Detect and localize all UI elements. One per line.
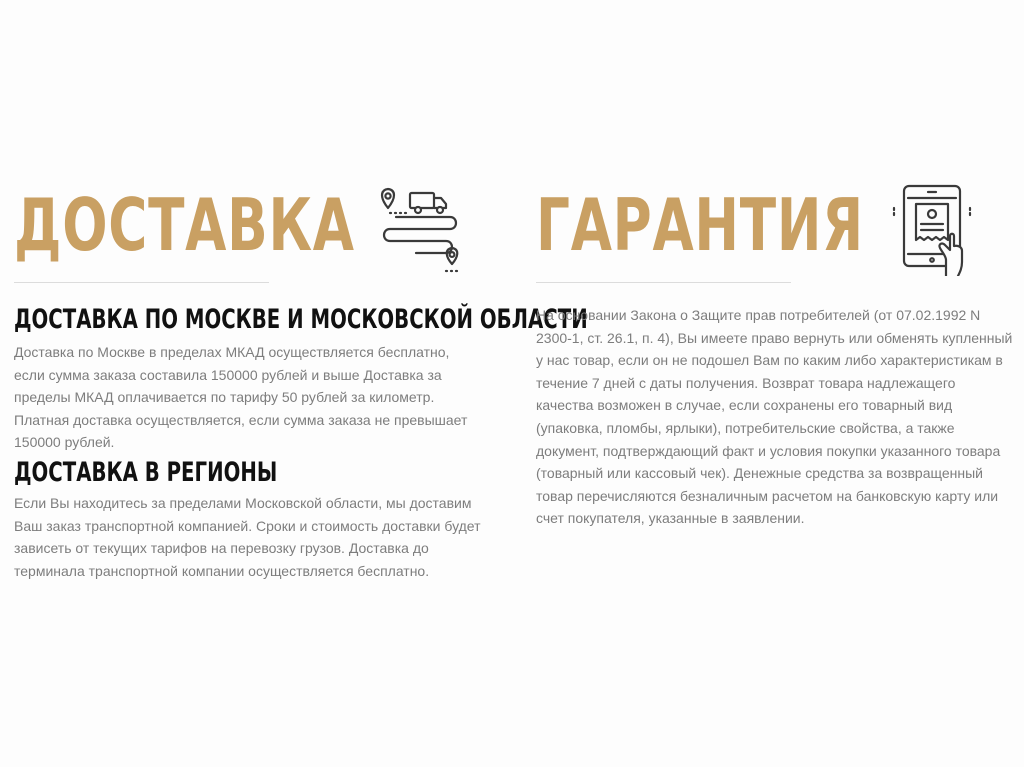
tablet-receipt-icon (890, 182, 974, 276)
moscow-delivery-heading: ДОСТАВКА ПО МОСКВЕ И МОСКОВСКОЙ ОБЛАСТИ (14, 304, 588, 335)
guarantee-title-row (536, 180, 1014, 272)
delivery-title-row (14, 180, 504, 272)
delivery-section (14, 180, 588, 579)
guarantee-title-divider (536, 282, 791, 283)
guarantee-text: На основании Закона о Защите прав потребителей (от 07.02.1992 N 2300-1, ст. 26.1, п. 4), Вы имеете право вернуть или обменять купленный у нас товар, если он не подошел Вам по каким либо характеристикам в течение 7 дней с даты получения. Возврат товара надлежащего качества возможен в случае, если сохранены его товарный вид (упаковка, пломбы, ярлыки), потребительские свойства, а также документ, подтверждающий факт и условия покупки указанного товара (товарный или кассовый чек). Денежные средства за возвращенный товар перечисляются безналичным расчетом на банковскую карту или счет покупателя, указанные в заявлении. (536, 307, 1013, 527)
regions-delivery-heading: ДОСТАВКА В РЕГИОНЫ (14, 457, 278, 488)
guarantee-title: ГАРАНТИЯ (536, 183, 864, 267)
guarantee-section (536, 180, 1014, 527)
regions-delivery-text: Если Вы находитесь за пределами Московской области, мы доставим Ваш заказ транспортной компанией. Сроки и стоимость доставки будет зависеть от текущих тарифов на перевозку грузов. Доставка до терминала транспортной компании осуществляется бесплатно. (14, 495, 481, 579)
route-truck-icon (376, 184, 466, 276)
delivery-title-divider (14, 282, 269, 283)
moscow-delivery-text: Доставка по Москве в пределах МКАД осуществляется бесплатно, если сумма заказа составила 150000 рублей и выше Доставка за пределы МКАД оплачивается по тарифу 50 рублей за километр. Платная доставка осуществляется, если сумма заказа не превышает 150000 рублей. (14, 344, 468, 451)
delivery-title: ДОСТАВКА (14, 183, 355, 267)
